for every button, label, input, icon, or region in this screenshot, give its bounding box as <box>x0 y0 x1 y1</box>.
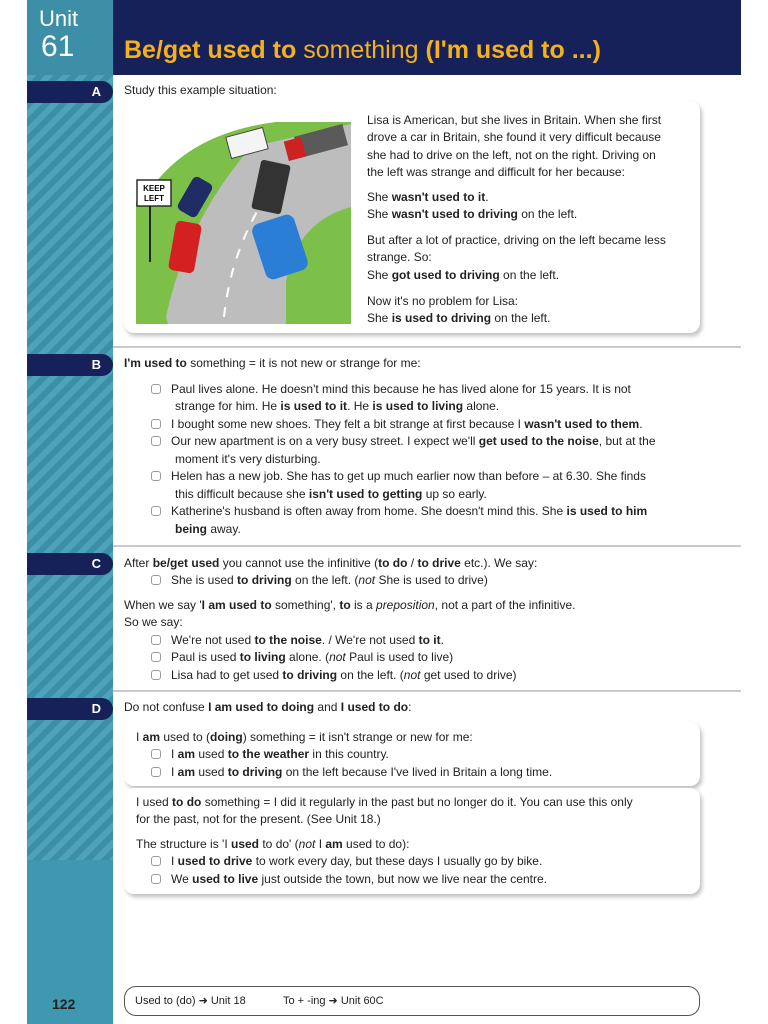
a-sentence3: She got used to driving on the left. <box>367 268 560 282</box>
bullet-icon <box>151 767 161 777</box>
b-example4-line2: this difficult because she isn't used to getting up so early. <box>175 487 487 501</box>
a-para2-line1: But after a lot of practice, driving on the left became less <box>367 233 666 247</box>
bullet-icon <box>151 749 161 759</box>
b-example3-line1: Our new apartment is on a very busy street. I expect we'll get used to the noise, but at the <box>151 433 656 451</box>
crossref-link-unit60c[interactable]: To + -ing ➜ Unit 60C <box>283 995 384 1007</box>
sign-line-2: LEFT <box>144 194 164 203</box>
section-tab-d: D <box>27 698 113 720</box>
a-sentence4: She is used to driving on the left. <box>367 311 551 325</box>
d-line1: Do not confuse I am used to doing and I used to do: <box>124 700 412 714</box>
page-title <box>124 36 601 65</box>
d-example1: I am used to the weather in this country. <box>151 746 389 764</box>
b-example4-line1: Helen has a new job. She has to get up much earlier now than before – at 6.30. She finds <box>151 468 646 486</box>
c-example3: Paul is used to living alone. (not Paul is used to live) <box>151 649 453 667</box>
c-example1: She is used to driving on the left. (not She is used to drive) <box>151 572 488 590</box>
section-a-intro: Study this example situation: <box>124 83 277 97</box>
a-para1-line4: the left was strange and difficult for her because: <box>367 165 625 179</box>
crossref-link-unit18[interactable]: Used to (do) ➜ Unit 18 <box>135 995 246 1007</box>
section-tab-a: A <box>27 81 113 103</box>
a-sentence1: She wasn't used to it. <box>367 190 489 204</box>
title-part2: something <box>296 36 426 64</box>
bullet-icon <box>151 874 161 884</box>
a-para2-line2: strange. So: <box>367 250 432 264</box>
c-line1: After be/get used you cannot use the infinitive (to do / to drive etc.). We say: <box>124 556 538 570</box>
b-example1-line2: strange for him. He is used to it. He is used to living alone. <box>175 399 500 413</box>
bullet-icon <box>151 652 161 662</box>
d-example4: We used to live just outside the town, but now we live near the centre. <box>151 871 547 889</box>
unit-number: 61 <box>41 30 75 63</box>
divider <box>113 346 741 348</box>
unit-box <box>27 0 113 75</box>
b-example3-line2: moment it's very disturbing. <box>175 452 321 466</box>
a-sentence2: She wasn't used to driving on the left. <box>367 207 578 221</box>
bullet-icon <box>151 670 161 680</box>
title-part1: Be/get used to <box>124 36 297 64</box>
c-example2: We're not used to the noise. / We're not used to it. <box>151 632 444 650</box>
bullet-icon <box>151 384 161 394</box>
unit-label: Unit <box>39 6 79 31</box>
bullet-icon <box>151 506 161 516</box>
bullet-icon <box>151 471 161 481</box>
bullet-icon <box>151 419 161 429</box>
c-example4: Lisa had to get used to driving on the left. (not get used to drive) <box>151 667 517 685</box>
a-para1-line2: drove a car in Britain, she found it very difficult because <box>367 130 661 144</box>
d-line5: I used to do something = I did it regularly in the past but no longer do it. You can use this only <box>136 795 633 809</box>
a-para3: Now it's no problem for Lisa: <box>367 294 519 308</box>
bullet-icon <box>151 635 161 645</box>
page-number: 122 <box>52 996 76 1012</box>
divider <box>113 690 741 692</box>
bullet-icon <box>151 856 161 866</box>
title-part3: (I'm used to ...) <box>425 36 601 64</box>
traffic-illustration <box>136 112 356 324</box>
b-example5-line2: being away. <box>175 522 241 536</box>
section-tab-b: B <box>27 354 113 376</box>
d-example2: I am used to driving on the left because I've lived in Britain a long time. <box>151 764 552 782</box>
a-para1-line3: she had to drive on the left, not on the right. Driving on <box>367 148 656 162</box>
divider <box>113 545 741 547</box>
a-para1-line1: Lisa is American, but she lives in Britain. When she first <box>367 113 662 127</box>
d-line7: The structure is 'I used to do' (not I am used to do): <box>136 837 410 851</box>
c-line3: When we say 'I am used to something', to is a preposition, not a part of the infinitive. <box>124 598 576 612</box>
cross-reference-box <box>124 986 700 1016</box>
bullet-icon <box>151 436 161 446</box>
c-line4: So we say: <box>124 615 183 629</box>
b-example1-line1: Paul lives alone. He doesn't mind this because he has lived alone for 15 years. It is not <box>151 381 631 399</box>
d-line2: I am used to (doing) something = it isn't strange or new for me: <box>136 730 473 744</box>
b-example2: I bought some new shoes. They felt a bit strange at first because I wasn't used to them. <box>151 416 643 434</box>
d-line6: for the past, not for the present. (See Unit 18.) <box>136 812 381 826</box>
section-tab-c: C <box>27 553 113 575</box>
bullet-icon <box>151 575 161 585</box>
sign-line-1: KEEP <box>143 184 165 193</box>
d-example3: I used to drive to work every day, but these days I usually go by bike. <box>151 853 542 871</box>
section-b-heading: I'm used to something = it is not new or strange for me: <box>124 356 421 370</box>
b-example5-line1: Katherine's husband is often away from home. She doesn't mind this. She is used to him <box>151 503 647 521</box>
